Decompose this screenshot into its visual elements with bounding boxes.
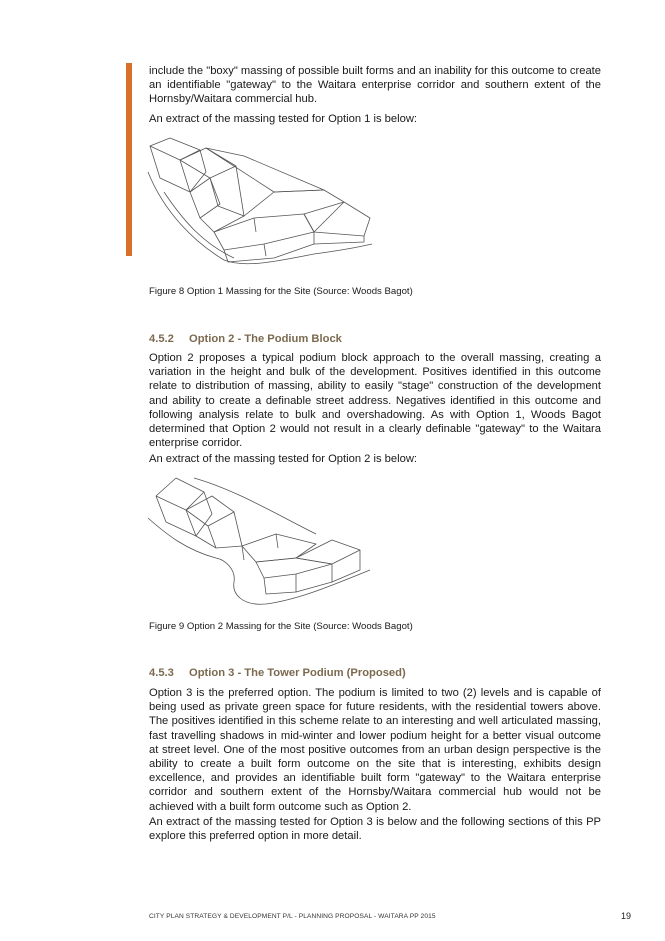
heading-number: 4.5.2 — [149, 333, 174, 345]
paragraph-option1-extract-intro: An extract of the massing tested for Option 1 is below: — [149, 113, 418, 125]
paragraph-option3-extract-intro: An extract of the massing tested for Option 3 is below and the following sections of this PP explore this preferred option in more detail. — [149, 816, 601, 843]
heading-title: Option 2 - The Podium Block — [189, 333, 342, 345]
paragraph-option1-summary: include the "boxy" massing of possible built forms and an inability for this outcome to create an identifiable "gateway" to the Waitara enterprise corridor and southern extent of the Hornsby/Waitara commercial hub. — [149, 65, 601, 106]
heading-title: Option 3 - The Tower Podium (Proposed) — [189, 667, 406, 679]
heading-4-5-2 — [149, 333, 342, 345]
heading-number: 4.5.3 — [149, 667, 174, 679]
paragraph-option3-description: Option 3 is the preferred option. The podium is limited to two (2) levels and is capable of being used as private green space for future residents, with the residential towers above. The positives identified in this scheme relate to an interesting and well articulated massing, fast travelling shadows in mid-winter and lower podium height for a better visual outcome at street level. One of the most positive outcomes from an urban design perspective is the ability to create a built form outcome on the site that is interesting, exhibits design excellence, and provides an identifiable built form "gateway" to the Waitara enterprise corridor and southern extent of the Hornsby/Waitara commercial hub would not be achieved with a built form outcome such as Option 2. — [149, 687, 601, 813]
option1-massing-figure — [144, 132, 376, 270]
paragraph-option2-extract-intro: An extract of the massing tested for Option 2 is below: — [149, 453, 418, 465]
heading-4-5-3 — [149, 667, 406, 679]
change-bar — [126, 63, 132, 256]
option2-massing-figure — [146, 474, 376, 610]
paragraph-option2-description: Option 2 proposes a typical podium block approach to the overall massing, creating a variation in the height and bulk of the development. Positives identified in this outcome relate to distribution of massing, ability to easily "stage" construction of the development and ability to create a definable street address. Negatives identified in this outcome and following analysis relate to bulk and overshadowing. As with Option 1, Woods Bagot determined that Option 2 would not result in a clearly definable "gateway" to the Waitara enterprise corridor. — [149, 352, 601, 450]
figure-8-caption: Figure 8 Option 1 Massing for the Site (Source: Woods Bagot) — [149, 286, 413, 297]
page-number: 19 — [620, 911, 631, 921]
page-footer: CITY PLAN STRATEGY & DEVELOPMENT P/L - PLANNING PROPOSAL - WAITARA PP 2015 — [149, 913, 436, 920]
figure-9-caption: Figure 9 Option 2 Massing for the Site (Source: Woods Bagot) — [149, 621, 413, 632]
